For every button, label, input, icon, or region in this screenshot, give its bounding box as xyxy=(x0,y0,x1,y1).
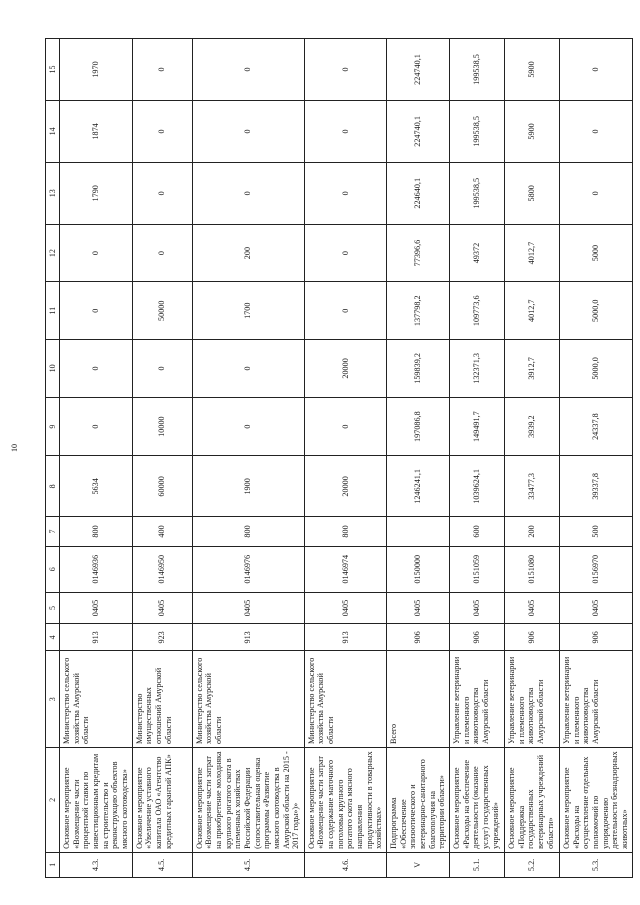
row-id: 4.5. xyxy=(192,852,304,877)
cell-section: 0405 xyxy=(192,592,304,623)
row-id: 4.6. xyxy=(304,852,386,877)
cell-year: 5000 xyxy=(560,224,633,282)
column-number: 8 xyxy=(46,456,60,517)
cell-section: 0405 xyxy=(560,592,633,623)
page-number: 10 xyxy=(10,444,19,452)
activity-name: Основное мероприятие «Поддержка государственных ветеринарных учреждений области» xyxy=(505,747,560,852)
cell-year: 149491,7 xyxy=(450,397,505,456)
cell-year: 20000 xyxy=(304,340,386,398)
cell-year: 0 xyxy=(192,100,304,162)
cell-year: 0 xyxy=(304,162,386,224)
cell-year: 5900 xyxy=(505,39,560,101)
cell-section: 0405 xyxy=(60,592,133,623)
budget-table xyxy=(45,38,633,878)
cell-year: 0 xyxy=(304,100,386,162)
table-row xyxy=(450,39,505,878)
table-row xyxy=(192,39,304,878)
cell-grbs: 913 xyxy=(60,624,133,651)
cell-year: 0 xyxy=(60,397,133,456)
cell-total: 1900 xyxy=(192,456,304,517)
executor: Управление ветеринарии и племенного животноводства Амурской области xyxy=(560,651,633,747)
cell-expense-type: 800 xyxy=(192,517,304,546)
cell-total: 5634 xyxy=(60,456,133,517)
cell-year: 0 xyxy=(304,224,386,282)
cell-year: 5000,0 xyxy=(560,282,633,340)
cell-year: 49372 xyxy=(450,224,505,282)
cell-year: 0 xyxy=(304,397,386,456)
cell-year: 1970 xyxy=(60,39,133,101)
cell-year: 3939,2 xyxy=(505,397,560,456)
cell-target-article: 0146950 xyxy=(132,546,192,592)
column-number-row xyxy=(46,39,60,878)
cell-year: 199538,5 xyxy=(450,39,505,101)
activity-name: Основное мероприятие «Возмещение части затрат на приобретение молодняка крупного рогатого скота в племенных хозяйствах Российской Федерации (сопоставительная оценка программы «Развитие мясного скотоводства в Амурской области на 2015 - 2017 годы»)» xyxy=(192,747,304,852)
cell-target-article: 0146976 xyxy=(192,546,304,592)
column-number: 14 xyxy=(46,100,60,162)
cell-year: 1874 xyxy=(60,100,133,162)
cell-expense-type: 800 xyxy=(304,517,386,546)
executor: Управление ветеринарии и племенного животноводства Амурской области xyxy=(505,651,560,747)
cell-year: 0 xyxy=(60,282,133,340)
cell-expense-type xyxy=(387,517,450,546)
column-number: 4 xyxy=(46,624,60,651)
cell-grbs: 913 xyxy=(304,624,386,651)
table-row xyxy=(60,39,133,878)
cell-target-article: 0151059 xyxy=(450,546,505,592)
cell-year: 24337,8 xyxy=(560,397,633,456)
table-row xyxy=(304,39,386,878)
cell-grbs: 906 xyxy=(505,624,560,651)
table-row xyxy=(132,39,192,878)
cell-year: 0 xyxy=(304,39,386,101)
row-id: 5.3. xyxy=(560,852,633,877)
column-number: 9 xyxy=(46,397,60,456)
column-number: 5 xyxy=(46,592,60,623)
executor: Министерство сельского хозяйства Амурской области xyxy=(192,651,304,747)
cell-grbs: 906 xyxy=(387,624,450,651)
cell-year: 132371,3 xyxy=(450,340,505,398)
cell-section: 0405 xyxy=(387,592,450,623)
cell-total: 1246241,1 xyxy=(387,456,450,517)
cell-grbs: 913 xyxy=(192,624,304,651)
cell-expense-type: 800 xyxy=(60,517,133,546)
row-id: 4.3. xyxy=(60,852,133,877)
cell-year: 4012,7 xyxy=(505,282,560,340)
activity-name: Основное мероприятие «Возмещение части затрат на содержание маточного поголовья крупного рогатого скота мясного направления продуктивности в товарных хозяйствах» xyxy=(304,747,386,852)
column-number: 13 xyxy=(46,162,60,224)
cell-year: 224740,1 xyxy=(387,100,450,162)
cell-target-article: 0150000 xyxy=(387,546,450,592)
cell-year: 0 xyxy=(132,162,192,224)
cell-year: 0 xyxy=(132,100,192,162)
cell-year: 0 xyxy=(60,224,133,282)
row-id: 5.2. xyxy=(505,852,560,877)
cell-total: 20000 xyxy=(304,456,386,517)
cell-grbs: 923 xyxy=(132,624,192,651)
executor: Министерство сельского хозяйства Амурской области xyxy=(60,651,133,747)
row-id: 4.5. xyxy=(132,852,192,877)
executor: Министерство имущественных отношений Амурской области xyxy=(132,651,192,747)
cell-year: 199538,5 xyxy=(450,100,505,162)
cell-grbs: 906 xyxy=(560,624,633,651)
column-number: 11 xyxy=(46,282,60,340)
activity-name: Основное мероприятие «Расходы на обеспечение деятельности (оказание услуг) государственных учреждений» xyxy=(450,747,505,852)
executor: Министерство сельского хозяйства Амурской области xyxy=(304,651,386,747)
cell-year: 1790 xyxy=(60,162,133,224)
cell-year: 5800 xyxy=(505,162,560,224)
column-number: 2 xyxy=(46,747,60,852)
cell-year: 109773,6 xyxy=(450,282,505,340)
cell-year: 5000,0 xyxy=(560,340,633,398)
cell-year: 0 xyxy=(132,39,192,101)
cell-target-article: 0151080 xyxy=(505,546,560,592)
cell-section: 0405 xyxy=(132,592,192,623)
cell-expense-type: 600 xyxy=(450,517,505,546)
cell-total: 39337,8 xyxy=(560,456,633,517)
cell-year: 50000 xyxy=(132,282,192,340)
cell-section: 0405 xyxy=(505,592,560,623)
table-row xyxy=(560,39,633,878)
cell-total: 1039624,1 xyxy=(450,456,505,517)
cell-grbs: 906 xyxy=(450,624,505,651)
cell-year: 159839,2 xyxy=(387,340,450,398)
cell-expense-type: 200 xyxy=(505,517,560,546)
executor: Управление ветеринарии и племенного животноводства Амурской области xyxy=(450,651,505,747)
table-row xyxy=(505,39,560,878)
cell-section: 0405 xyxy=(304,592,386,623)
cell-year: 137798,2 xyxy=(387,282,450,340)
cell-year: 10000 xyxy=(132,397,192,456)
cell-year: 0 xyxy=(192,39,304,101)
column-number: 12 xyxy=(46,224,60,282)
cell-target-article: 0146936 xyxy=(60,546,133,592)
cell-year: 197086,8 xyxy=(387,397,450,456)
cell-year: 0 xyxy=(192,397,304,456)
activity-name: Основное мероприятие «Возмещение части процентной ставки по инвестиционным кредитам на строительство и реконструкцию объектов мясного скотоводства» xyxy=(60,747,133,852)
cell-year: 0 xyxy=(560,100,633,162)
activity-name: Основное мероприятие «Увеличение уставного капитала ОАО «Агентство кредитных гарантий АПК» xyxy=(132,747,192,852)
cell-expense-type: 400 xyxy=(132,517,192,546)
cell-section: 0405 xyxy=(450,592,505,623)
row-id: 5.1. xyxy=(450,852,505,877)
column-number: 10 xyxy=(46,340,60,398)
cell-year: 200 xyxy=(192,224,304,282)
cell-year: 0 xyxy=(560,162,633,224)
cell-year: 77396,6 xyxy=(387,224,450,282)
cell-year: 0 xyxy=(192,162,304,224)
column-number: 3 xyxy=(46,651,60,747)
cell-year: 0 xyxy=(60,340,133,398)
cell-year: 0 xyxy=(132,224,192,282)
column-number: 15 xyxy=(46,39,60,101)
cell-year: 1700 xyxy=(192,282,304,340)
cell-target-article: 0146974 xyxy=(304,546,386,592)
table-row xyxy=(387,39,450,878)
cell-year: 5900 xyxy=(505,100,560,162)
cell-year: 4012,7 xyxy=(505,224,560,282)
cell-total: 33477,3 xyxy=(505,456,560,517)
column-number: 6 xyxy=(46,546,60,592)
cell-year: 224640,1 xyxy=(387,162,450,224)
rotated-table-sheet xyxy=(45,38,630,878)
row-id: V xyxy=(387,852,450,877)
cell-total: 60000 xyxy=(132,456,192,517)
column-number: 1 xyxy=(46,852,60,877)
activity-name: Подпрограмма «Обеспечение эпизоотического и ветеринарно-санитарного благополучия на территории области» xyxy=(387,747,450,852)
cell-year: 3912,7 xyxy=(505,340,560,398)
cell-expense-type: 500 xyxy=(560,517,633,546)
cell-year: 0 xyxy=(192,340,304,398)
cell-year: 0 xyxy=(132,340,192,398)
cell-year: 0 xyxy=(304,282,386,340)
cell-year: 199538,5 xyxy=(450,162,505,224)
column-number: 7 xyxy=(46,517,60,546)
cell-target-article: 0156970 xyxy=(560,546,633,592)
executor: Всего xyxy=(387,651,450,747)
activity-name: Основное мероприятие «Расходы на осуществление отдельных полномочий по упорядочению деятельности безнадзорных животных» xyxy=(560,747,633,852)
cell-year: 0 xyxy=(560,39,633,101)
cell-year: 224740,1 xyxy=(387,39,450,101)
